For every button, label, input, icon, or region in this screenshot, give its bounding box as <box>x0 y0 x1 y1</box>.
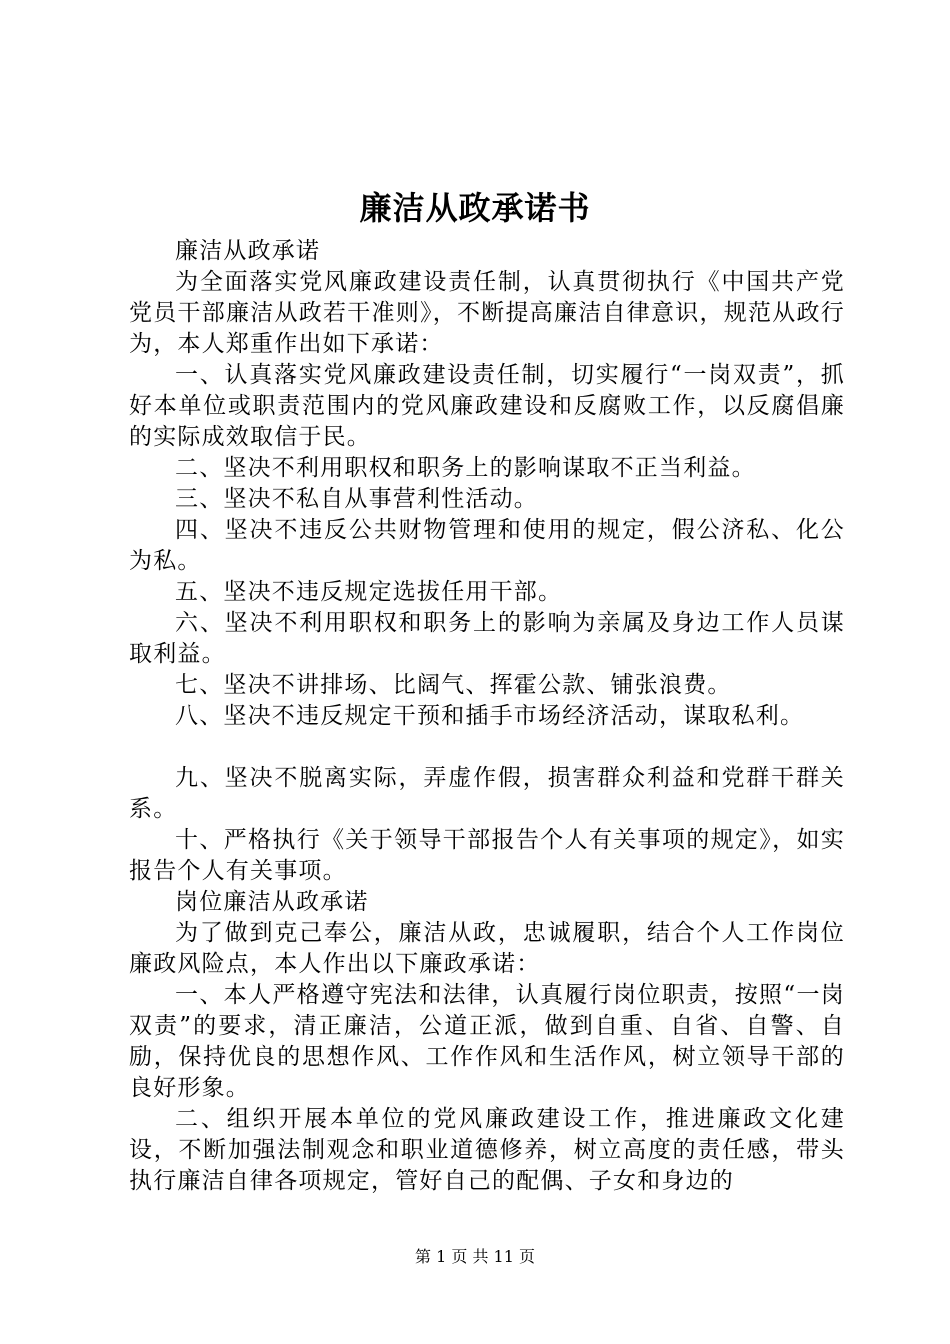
post-intro-paragraph: 为了做到克己奉公，廉洁从政，忠诚履职，结合个人工作岗位廉政风险点，本人作出以下廉政承诺： <box>129 920 845 977</box>
pledge-item-3: 三、坚决不私自从事营利性活动。 <box>175 486 538 512</box>
section-heading: 岗位廉洁从政承诺 <box>175 889 369 915</box>
intro-paragraph: 为全面落实党风廉政建设责任制，认真贯彻执行《中国共产党党员干部廉洁从政若干准则》，不断提高廉洁自律意识，规范从政行为，本人郑重作出如下承诺： <box>129 269 845 357</box>
pledge-item-6: 六、坚决不利用职权和职务上的影响为亲属及身边工作人员谋取利益。 <box>129 610 845 667</box>
pledge-item-2: 二、坚决不利用职权和职务上的影响谋取不正当利益。 <box>175 455 756 481</box>
section-heading: 廉洁从政承诺 <box>175 238 321 264</box>
pledge-item-9: 九、坚决不脱离实际，弄虚作假，损害群众利益和党群干群关系。 <box>129 765 845 822</box>
pledge-item-7: 七、坚决不讲排场、比阔气、挥霍公款、铺张浪费。 <box>175 672 732 698</box>
post-pledge-item-1: 一、本人严格遵守宪法和法律，认真履行岗位职责，按照“一岗双责”的要求，清正廉洁，公道正派，做到自重、自省、自警、自励，保持优良的思想作风、工作作风和生活作风，树立领导干部的良好形象。 <box>129 982 845 1101</box>
page-number-footer: 第 1 页 共 11 页 <box>415 1247 535 1266</box>
pledge-item-8: 八、坚决不违反规定干预和插手市场经济活动，谋取私利。 <box>175 703 805 729</box>
pledge-item-4: 四、坚决不违反公共财物管理和使用的规定，假公济私、化公为私。 <box>129 517 845 574</box>
pledge-item-10: 十、严格执行《关于领导干部报告个人有关事项的规定》，如实报告个人有关事项。 <box>129 827 845 884</box>
document-title: 廉洁从政承诺书 <box>359 189 591 227</box>
post-pledge-item-2: 二、组织开展本单位的党风廉政建设工作，推进廉政文化建设，不断加强法制观念和职业道德修养，树立高度的责任感，带头执行廉洁自律各项规定，管好自己的配偶、子女和身边的 <box>129 1106 845 1194</box>
document-body <box>129 236 845 1197</box>
pledge-item-5: 五、坚决不违反规定选拔任用干部。 <box>175 579 563 605</box>
pledge-item-1: 一、认真落实党风廉政建设责任制，切实履行“一岗双责”，抓好本单位或职责范围内的党风廉政建设和反腐败工作，以反腐倡廉的实际成效取信于民。 <box>129 362 845 450</box>
